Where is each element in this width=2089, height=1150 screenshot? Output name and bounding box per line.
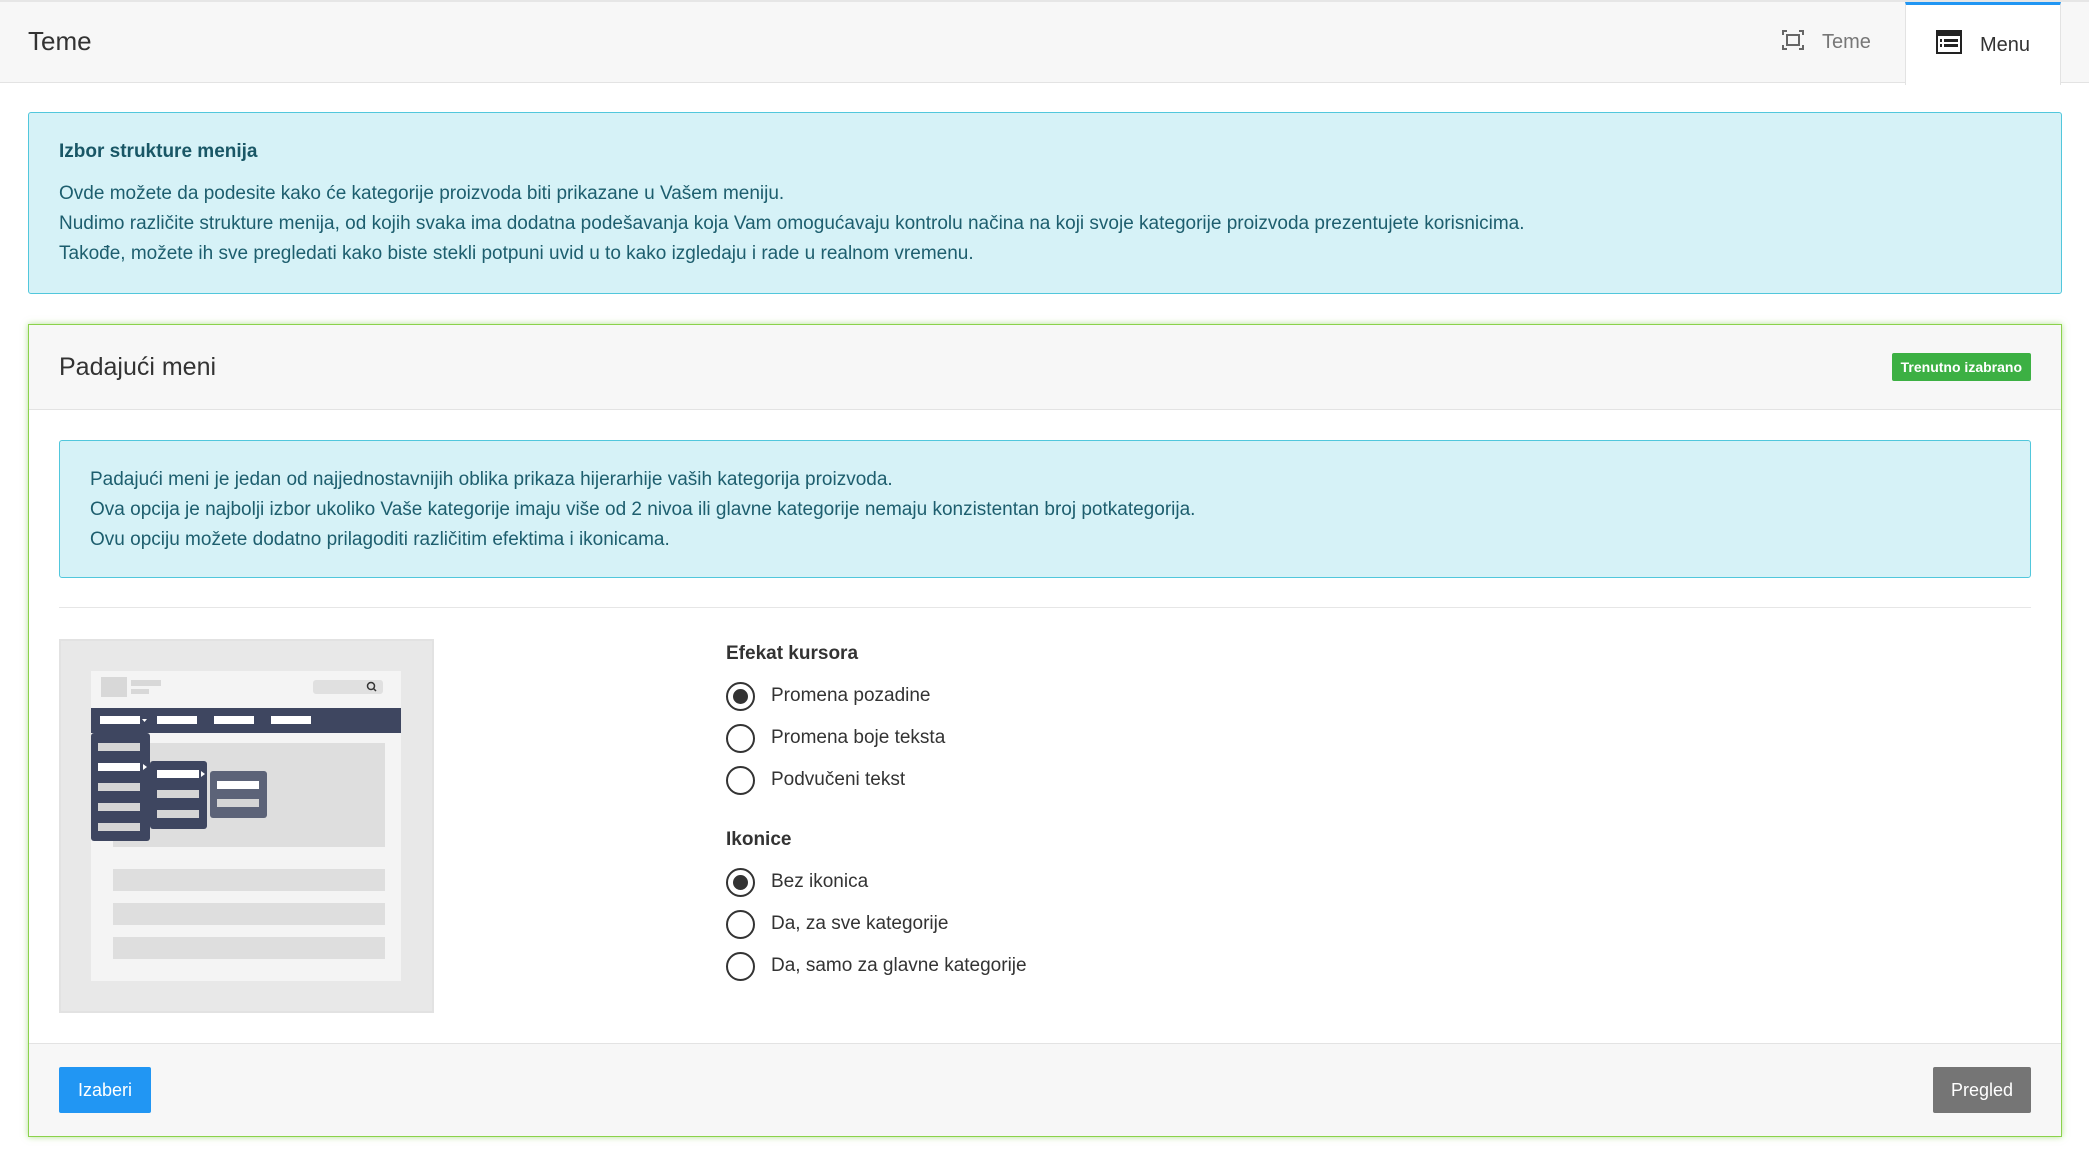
- panel-header: [29, 325, 2061, 410]
- radio-label: Promena pozadine: [771, 685, 931, 706]
- intro-alert-title: Izbor strukture menija: [59, 141, 258, 162]
- radio-button[interactable]: [726, 910, 755, 939]
- radio-label: Promena boje teksta: [771, 727, 946, 748]
- intro-alert-line: Nudimo različite strukture menija, od kojih svaka ima dodatna podešavanja koja Vam omogućavaju kontrolu načina na koji svoje kategorije proizvoda prezentujete korisnicima.: [59, 213, 1525, 234]
- radio-button[interactable]: [726, 724, 755, 753]
- menu-list-icon: [1936, 30, 1962, 60]
- radio-icons-main[interactable]: [726, 950, 1027, 982]
- frame-icon: [1782, 30, 1804, 56]
- radio-icons-none[interactable]: [726, 866, 868, 898]
- radio-button[interactable]: [726, 952, 755, 981]
- radio-button-checked[interactable]: [726, 868, 755, 897]
- tab-label: Teme: [1822, 31, 1871, 53]
- radio-cursor-text-color[interactable]: [726, 722, 945, 754]
- select-button[interactable]: Izaberi: [59, 1067, 151, 1113]
- top-bar: [0, 0, 2089, 83]
- panel-divider: [59, 607, 2031, 608]
- radio-label: Bez ikonica: [771, 871, 869, 892]
- menu-preview-thumbnail: [59, 639, 434, 1013]
- status-badge: Trenutno izabrano: [1892, 353, 2031, 381]
- menu-description-alert: [59, 440, 2031, 578]
- radio-button[interactable]: [726, 766, 755, 795]
- tab-label: Menu: [1980, 33, 2031, 56]
- description-line: Ovu opciju možete dodatno prilagoditi različitim efektima i ikonicama.: [90, 529, 670, 550]
- tab-menu[interactable]: [1905, 2, 2061, 85]
- radio-label: Podvučeni tekst: [771, 769, 906, 790]
- page-title: Teme: [28, 26, 92, 56]
- panel-footer: [29, 1043, 2061, 1136]
- description-line: Ova opcija je najbolji izbor ukoliko Vaše kategorije imaju više od 2 nivoa ili glavne kategorije nemaju konzistentan broj potkategorija.: [90, 499, 1196, 520]
- description-line: Padajući meni je jedan od najjednostavnijih oblika prikaza hijerarhije vaših kategorija proizvoda.: [90, 469, 893, 490]
- radio-cursor-background[interactable]: [726, 680, 931, 712]
- intro-info-alert: [28, 112, 2062, 294]
- dropdown-preview-illustration: [67, 647, 424, 1003]
- radio-icons-all[interactable]: [726, 908, 948, 940]
- radio-button-checked[interactable]: [726, 682, 755, 711]
- radio-label: Da, samo za glavne kategorije: [771, 955, 1027, 976]
- cursor-effect-label: Efekat kursora: [726, 643, 859, 664]
- intro-alert-line: Ovde možete da podesite kako će kategorije proizvoda biti prikazane u Vašem meniju.: [59, 183, 785, 204]
- radio-label: Da, za sve kategorije: [771, 913, 949, 934]
- panel-title: Padajući meni: [59, 353, 217, 381]
- icons-label: Ikonice: [726, 829, 792, 850]
- tab-teme[interactable]: [1776, 2, 1906, 83]
- radio-cursor-underline[interactable]: [726, 764, 905, 796]
- preview-button[interactable]: Pregled: [1933, 1067, 2031, 1113]
- intro-alert-line: Takođe, možete ih sve pregledati kako biste stekli potpuni uvid u to kako izgledaju i rade u realnom vremenu.: [59, 243, 974, 264]
